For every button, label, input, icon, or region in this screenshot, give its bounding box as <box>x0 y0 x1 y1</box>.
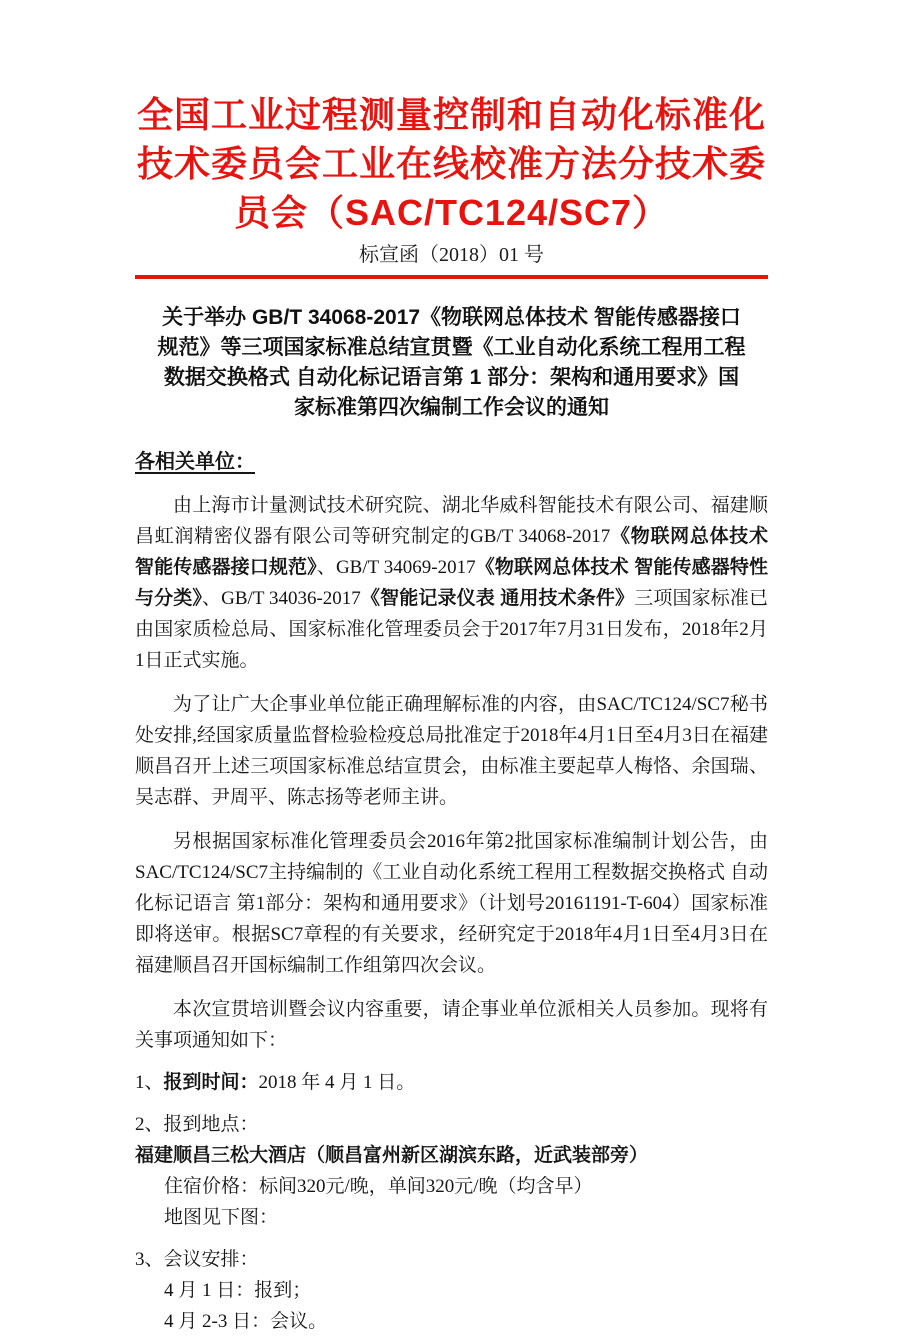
paragraph-standards-published <box>135 490 768 676</box>
item-subline-price: 住宿价格：标间320元/晚，单间320元/晚（均含早） <box>164 1176 593 1197</box>
item-number: 2、 <box>135 1114 164 1135</box>
org-title-line: 全国工业过程测量控制和自动化标准化 <box>136 94 766 135</box>
notice-item-list <box>135 1067 768 1337</box>
org-title-line: 技术委员会工业在线校准方法分技术委 <box>136 143 766 184</box>
red-divider-rule <box>135 275 768 279</box>
salutation: 各相关单位： <box>135 451 255 473</box>
subject-title-line: 规范》等三项国家标准总结宣贯暨《工业自动化系统工程用工程 <box>157 336 746 359</box>
list-item-checkin-place <box>135 1109 768 1233</box>
paragraph-training-arrangement: 为了让广大企事业单位能正确理解标准的内容，由SAC/TC124/SC7秘书处安排,经国家质量监督检验检疫总局批准定于2018年4月1日至4月3日在福建顺昌召开上述三项国家标准总结宣贯会，由标准主要起草人梅恪、余国瑞、吴志群、尹周平、陈志扬等老师主讲。 <box>135 694 768 808</box>
item-number: 3、 <box>135 1249 164 1270</box>
letterhead <box>135 90 768 279</box>
item-subline-map: 地图见下图： <box>164 1207 279 1228</box>
item-label: 报到地点： <box>163 1114 259 1135</box>
standard-title-bold: 《物联网总体技术 智能传感器特性与分类》 <box>135 557 768 609</box>
item-subline-day1: 4 月 1 日：报到； <box>164 1280 312 1301</box>
hotel-name-bold: 福建顺昌三松大酒店（顺昌富州新区湖滨东路，近武装部旁） <box>135 1145 649 1166</box>
text-run: 三项国家标准已由国家质检总局、国家标准化管理委员会于2017年7月31日发布，2018年2月1日正式实施。 <box>135 588 768 671</box>
org-title <box>135 90 768 237</box>
item-line <box>135 1109 768 1171</box>
item-number: 1、 <box>135 1072 164 1093</box>
subject-title-line: 关于举办 GB/T 34068-2017《物联网总体技术 智能传感器接口 <box>162 306 741 329</box>
item-text: 2018 年 4 月 1 日。 <box>258 1072 416 1093</box>
item-label-bold: 报到时间： <box>163 1072 259 1093</box>
standard-title-bold: 《智能记录仪表 通用技术条件》 <box>360 588 635 609</box>
text-run: 由上海市计量测试技术研究院、湖北华威科智能技术有限公司、福建顺昌虹润精密仪器有限公司等研究制定的GB/T 34068-2017 <box>135 495 768 547</box>
subject-title-line: 家标准第四次编制工作会议的通知 <box>294 396 609 419</box>
paragraph-notice-intro: 本次宣贯培训暨会议内容重要，请企事业单位派相关人员参加。现将有关事项通知如下： <box>135 999 768 1051</box>
item-line <box>135 1244 768 1275</box>
salutation-row <box>135 449 768 477</box>
list-item-checkin-time <box>135 1067 768 1098</box>
subject-title-line: 数据交换格式 自动化标记语言第 1 部分：架构和通用要求》国 <box>163 366 740 389</box>
item-label: 会议安排： <box>163 1249 259 1270</box>
item-subline-day23: 4 月 2-3 日：会议。 <box>164 1311 328 1332</box>
paragraph-drafting-meeting: 另根据国家标准化管理委员会2016年第2批国家标准编制计划公告，由SAC/TC124/SC7主持编制的《工业自动化系统工程用工程数据交换格式 自动化标记语言 第1部分：架构和通用要求》（计划号20161191-T-604）国家标准即将送审。根据SC7章程的有关要求，经研究定于2018年4月1日至4月3日在福建顺昌召开国标编制工作组第四次会议。 <box>135 831 768 976</box>
list-item-meeting-schedule <box>135 1244 768 1337</box>
text-run: 、GB/T 34069-2017 <box>316 557 476 578</box>
standard-title-bold: 《物联网总体技术 智能传感器接口规范》 <box>135 526 768 578</box>
org-title-line: 员会（SAC/TC124/SC7） <box>233 192 670 233</box>
doc-number: 标宣函（2018）01 号 <box>359 244 544 266</box>
subject-title <box>135 303 768 423</box>
text-run: 、GB/T 34036-2017 <box>202 588 361 609</box>
